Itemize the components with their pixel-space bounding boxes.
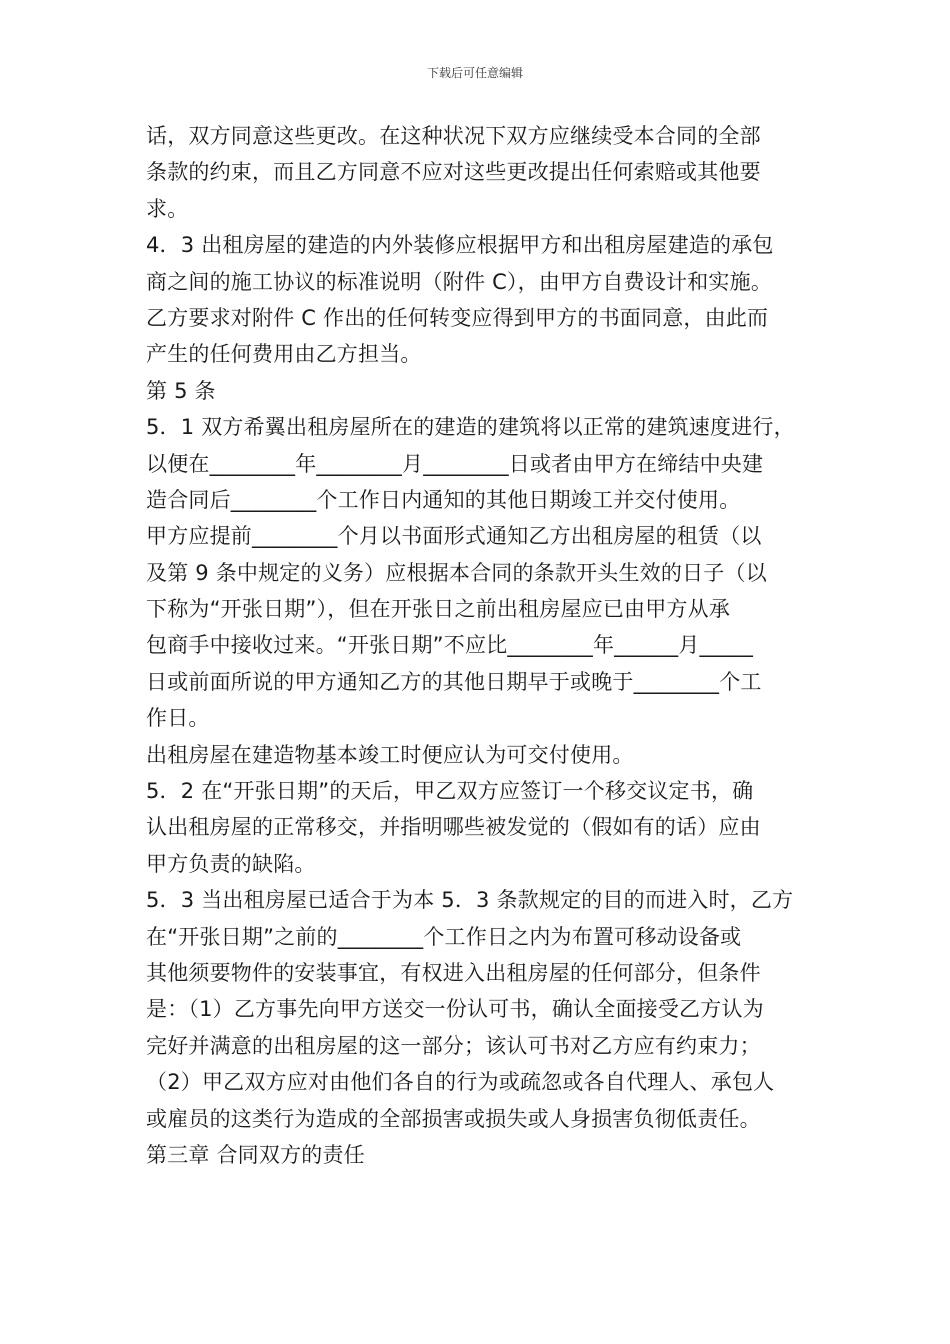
text-line: 甲方负责的缺陷。 (146, 851, 316, 876)
text-line: 以便在________年________月________日或者由甲方在缔结中央建 (146, 451, 764, 476)
document-body (146, 118, 836, 1173)
text-line: 造合同后________个工作日内通知的其他日期竣工并交付使用。 (146, 487, 741, 512)
text-line: 5．2 在“开张日期”的天后，甲乙双方应签订一个移交议定书，确 (146, 779, 754, 804)
text-line: 出租房屋在建造物基本竣工时便应认为可交付使用。 (146, 742, 634, 767)
text-line: 产生的任何费用由乙方担当。 (146, 342, 422, 367)
text-line: 及第 9 条中规定的义务）应根据本合同的条款开头生效的日子（以 (146, 560, 767, 585)
text-line: （2）甲乙双方应对由他们各自的行为或疏忽或各自代理人、承包人 (146, 1070, 775, 1095)
text-line: 其他须要物件的安装事宜，有权进入出租房屋的任何部分，但条件 (146, 960, 761, 985)
chapter-heading: 第三章 合同双方的责任 (146, 1142, 365, 1167)
page-header: 下载后可任意编辑 (426, 66, 523, 80)
text-line: 5．3 当出租房屋已适合于为本 5．3 条款规定的目的而进入时，乙方 (146, 888, 794, 913)
text-line: 条款的约束，而且乙方同意不应对这些更改提出任何索赔或其他要 (146, 160, 761, 185)
text-line: 求。 (146, 196, 189, 221)
text-line: 商之间的施工协议的标准说明（附件 C），由甲方自费设计和实施。 (146, 269, 773, 294)
text-line: 在“开张日期”之前的________个工作日之内为布置可移动设备或 (146, 924, 742, 949)
section-heading: 第 5 条 (146, 378, 216, 403)
text-line: 日或前面所说的甲方通知乙方的其他日期早于或晚于________个工 (146, 669, 762, 694)
text-line: 4．3 出租房屋的建造的内外装修应根据甲方和出租房屋建造的承包 (146, 233, 774, 258)
text-line: 认出租房屋的正常移交，并指明哪些被发觉的（假如有的话）应由 (146, 815, 761, 840)
text-line: 话，双方同意这些更改。在这种状况下双方应继续受本合同的全部 (146, 124, 761, 148)
text-line: 5．1 双方希翼出租房屋所在的建造的建筑将以正常的建筑速度进行， (146, 415, 795, 440)
text-line: 乙方要求对附件 C 作出的任何转变应得到甲方的书面同意，由此而 (146, 305, 769, 330)
text-line: 完好并满意的出租房屋的这一部分；该认可书对乙方应有约束力； (146, 1033, 761, 1058)
text-line: 或雇员的这类行为造成的全部损害或损失或人身损害负彻低责任。 (146, 1106, 761, 1131)
text-line: 是：（1）乙方事先向甲方送交一份认可书，确认全面接受乙方认为 (146, 997, 764, 1022)
text-line: 甲方应提前________个月以书面形式通知乙方出租房屋的租赁（以 (146, 524, 762, 549)
text-line: 作日。 (146, 706, 210, 731)
text-line: 下称为“开张日期”），但在开张日之前出租房屋应已由甲方从承 (146, 597, 731, 622)
text-line: 包商手中接收过来。“开张日期”不应比________年______月_____ (146, 633, 754, 658)
